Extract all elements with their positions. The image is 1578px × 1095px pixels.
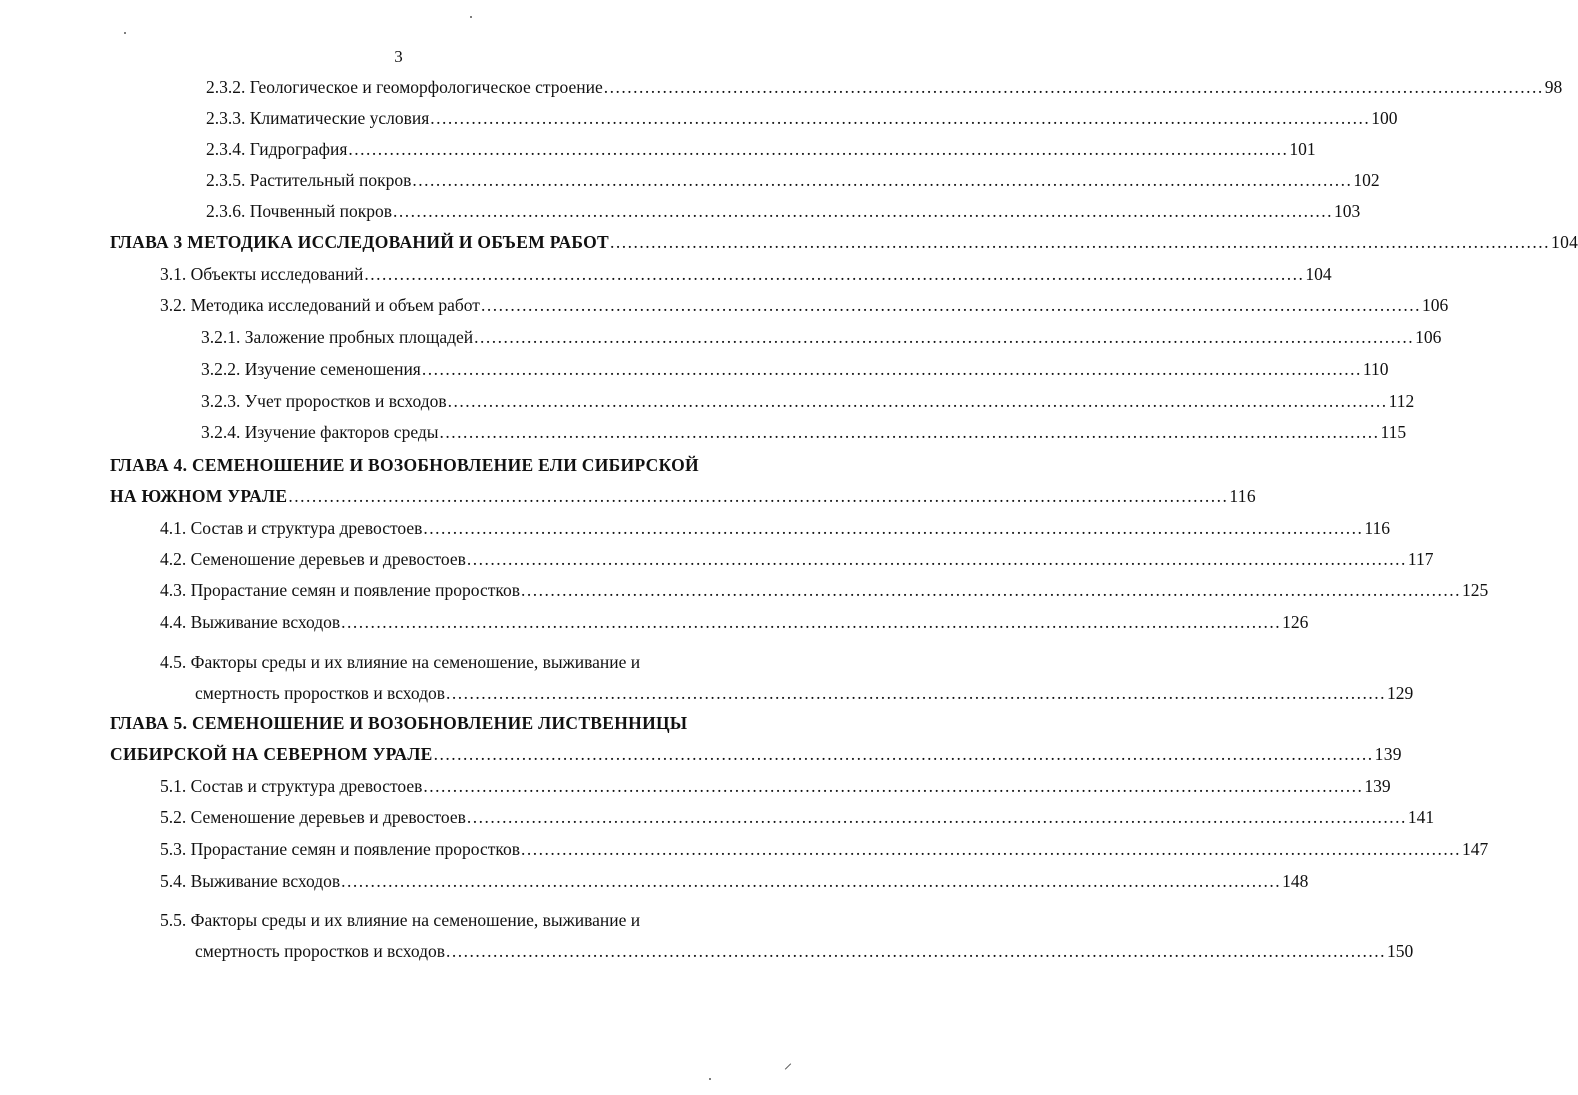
toc-entry-label: 5.1. Состав и структура древостоев xyxy=(160,776,423,796)
toc-entry-label: ГЛАВА 3 МЕТОДИКА ИССЛЕДОВАНИЙ И ОБЪЕМ РАБОТ xyxy=(110,232,610,252)
toc-entry-2-3-5 xyxy=(206,170,1380,194)
toc-entry-2-3-6 xyxy=(206,201,1361,225)
toc-entry-label: 2.3.3. Климатические условия xyxy=(206,108,430,128)
toc-entry-page: 126 xyxy=(1282,612,1309,632)
toc-entry-page: 117 xyxy=(1407,549,1434,569)
toc-entry-label: 3.2.1. Заложение пробных площадей xyxy=(201,327,474,347)
toc-entry-page: 141 xyxy=(1407,807,1435,827)
toc-entry-page: 100 xyxy=(1371,108,1398,128)
toc-entry-label: 3.2. Методика исследований и объем работ xyxy=(160,295,480,315)
toc-entry-label: 2.3.4. Гидрография xyxy=(206,139,348,159)
toc-entry-label: НА ЮЖНОМ УРАЛЕ xyxy=(110,486,288,506)
leader-dots: ................................................................................................................................................................ xyxy=(520,580,1461,600)
toc-entry-page: 103 xyxy=(1334,201,1361,221)
toc-entry-label: 3.2.4. Изучение факторов среды xyxy=(201,422,439,442)
toc-entry-label: 5.3. Прорастание семян и появление проростков xyxy=(160,839,520,859)
toc-entry-page: 129 xyxy=(1387,683,1414,703)
toc-entry-2-3-3 xyxy=(206,108,1398,132)
toc-entry-page: 116 xyxy=(1229,486,1256,506)
toc-entry-label: 3.2.2. Изучение семеношения xyxy=(201,359,421,379)
toc-entry-page: 98 xyxy=(1544,77,1563,97)
leader-dots: ................................................................................................................................................................ xyxy=(446,941,1386,961)
toc-entry-page: 148 xyxy=(1282,871,1309,891)
toc-entry-page: 139 xyxy=(1364,776,1391,796)
toc-entry-page: 116 xyxy=(1364,518,1391,538)
toc-entry-label: 5.4. Выживание всходов xyxy=(160,871,341,891)
leader-dots: ................................................................................................................................................................ xyxy=(430,108,1371,128)
leader-dots: ................................................................................................................................................................ xyxy=(466,807,1407,827)
toc-entry-label: 4.2. Семеношение деревьев и древостоев xyxy=(160,549,466,569)
scan-mark xyxy=(785,1063,791,1069)
toc-entry-5-1 xyxy=(160,776,1391,800)
toc-entry-4-5 xyxy=(195,683,1414,707)
toc-entry-label: 3.2.3. Учет проростков и всходов xyxy=(201,391,447,411)
toc-entry-label: 3.1. Объекты исследований xyxy=(160,264,364,284)
leader-dots: ................................................................................................................................................................ xyxy=(348,139,1289,159)
leader-dots: ................................................................................................................................................................ xyxy=(423,776,1364,796)
leader-dots: ................................................................................................................................................................ xyxy=(447,391,1388,411)
toc-entry-3-1 xyxy=(160,264,1332,288)
toc-entry-2-3-2 xyxy=(206,77,1563,101)
toc-entry-5-5-line1: 5.5. Факторы среды и их влияние на семеношение, выживание и xyxy=(160,910,641,930)
toc-entry-5-2 xyxy=(160,807,1435,831)
toc-entry-page: 106 xyxy=(1415,327,1442,347)
toc-entry-label: 4.3. Прорастание семян и появление проростков xyxy=(160,580,520,600)
leader-dots: ................................................................................................................................................................ xyxy=(364,264,1305,284)
leader-dots: ................................................................................................................................................................ xyxy=(341,612,1282,632)
leader-dots: ................................................................................................................................................................ xyxy=(341,871,1282,891)
toc-entry-3-2-3 xyxy=(201,391,1415,415)
toc-entry-3-2-1 xyxy=(201,327,1442,351)
toc-entry-5-4 xyxy=(160,871,1309,895)
leader-dots: ................................................................................................................................................................ xyxy=(466,549,1407,569)
toc-entry-4-1 xyxy=(160,518,1391,542)
toc-chapter-4 xyxy=(110,486,1256,510)
scan-speck xyxy=(709,1078,711,1080)
toc-entry-4-5-line1: 4.5. Факторы среды и их влияние на семеношение, выживание и xyxy=(160,652,641,672)
toc-entry-label: смертность проростков и всходов xyxy=(195,941,445,961)
leader-dots: ................................................................................................................................................................ xyxy=(423,518,1364,538)
leader-dots: ................................................................................................................................................................ xyxy=(446,683,1386,703)
toc-entry-label: 4.1. Состав и структура древостоев xyxy=(160,518,423,538)
toc-entry-label: смертность проростков и всходов xyxy=(195,683,445,703)
toc-entry-label: СИБИРСКОЙ НА СЕВЕРНОМ УРАЛЕ xyxy=(110,744,433,764)
leader-dots: ................................................................................................................................................................ xyxy=(433,744,1374,764)
toc-entry-2-3-4 xyxy=(206,139,1316,163)
toc-entry-page: 104 xyxy=(1305,264,1332,284)
toc-chapter-5-line1: ГЛАВА 5. СЕМЕНОШЕНИЕ И ВОЗОБНОВЛЕНИЕ ЛИСТВЕННИЦЫ xyxy=(110,713,688,733)
toc-entry-5-5 xyxy=(195,941,1414,965)
toc-entry-page: 147 xyxy=(1461,839,1489,859)
toc-entry-4-2 xyxy=(160,549,1434,573)
toc-entry-page: 125 xyxy=(1461,580,1489,600)
leader-dots: ................................................................................................................................................................ xyxy=(474,327,1415,347)
toc-chapter-5 xyxy=(110,744,1402,768)
page-number: 3 xyxy=(394,47,403,66)
toc-entry-label: 2.3.5. Растительный покров xyxy=(206,170,412,190)
leader-dots: ................................................................................................................................................................ xyxy=(520,839,1461,859)
toc-entry-3-2 xyxy=(160,295,1449,319)
scan-speck xyxy=(124,32,126,34)
leader-dots: ................................................................................................................................................................ xyxy=(439,422,1380,442)
toc-entry-page: 106 xyxy=(1421,295,1449,315)
toc-entry-label: 2.3.6. Почвенный покров xyxy=(206,201,393,221)
leader-dots: ................................................................................................................................................................ xyxy=(421,359,1362,379)
toc-entry-page: 139 xyxy=(1374,744,1402,764)
toc-entry-page: 102 xyxy=(1353,170,1380,190)
leader-dots: ................................................................................................................................................................ xyxy=(610,232,1551,252)
toc-entry-page: 112 xyxy=(1388,391,1415,411)
toc-entry-4-3 xyxy=(160,580,1489,604)
toc-entry-page: 104 xyxy=(1551,232,1578,252)
leader-dots: ................................................................................................................................................................ xyxy=(288,486,1229,506)
toc-entry-label: 5.2. Семеношение деревьев и древостоев xyxy=(160,807,466,827)
toc-entry-page: 101 xyxy=(1289,139,1316,159)
toc-entry-3-2-4 xyxy=(201,422,1407,446)
toc-entry-page: 115 xyxy=(1380,422,1407,442)
leader-dots: ................................................................................................................................................................ xyxy=(393,201,1334,221)
leader-dots: ................................................................................................................................................................ xyxy=(603,77,1544,97)
toc-entry-label: 4.4. Выживание всходов xyxy=(160,612,341,632)
leader-dots: ................................................................................................................................................................ xyxy=(480,295,1421,315)
toc-entry-4-4 xyxy=(160,612,1309,636)
toc-entry-page: 110 xyxy=(1362,359,1389,379)
toc-chapter-4-line1: ГЛАВА 4. СЕМЕНОШЕНИЕ И ВОЗОБНОВЛЕНИЕ ЕЛИ СИБИРСКОЙ xyxy=(110,455,699,475)
toc-entry-page: 150 xyxy=(1387,941,1414,961)
toc-chapter-3 xyxy=(110,232,1578,256)
toc-entry-3-2-2 xyxy=(201,359,1389,383)
toc-entry-5-3 xyxy=(160,839,1489,863)
scan-speck xyxy=(470,16,472,18)
toc-entry-label: 2.3.2. Геологическое и геоморфологическое строение xyxy=(206,77,603,97)
leader-dots: ................................................................................................................................................................ xyxy=(412,170,1353,190)
